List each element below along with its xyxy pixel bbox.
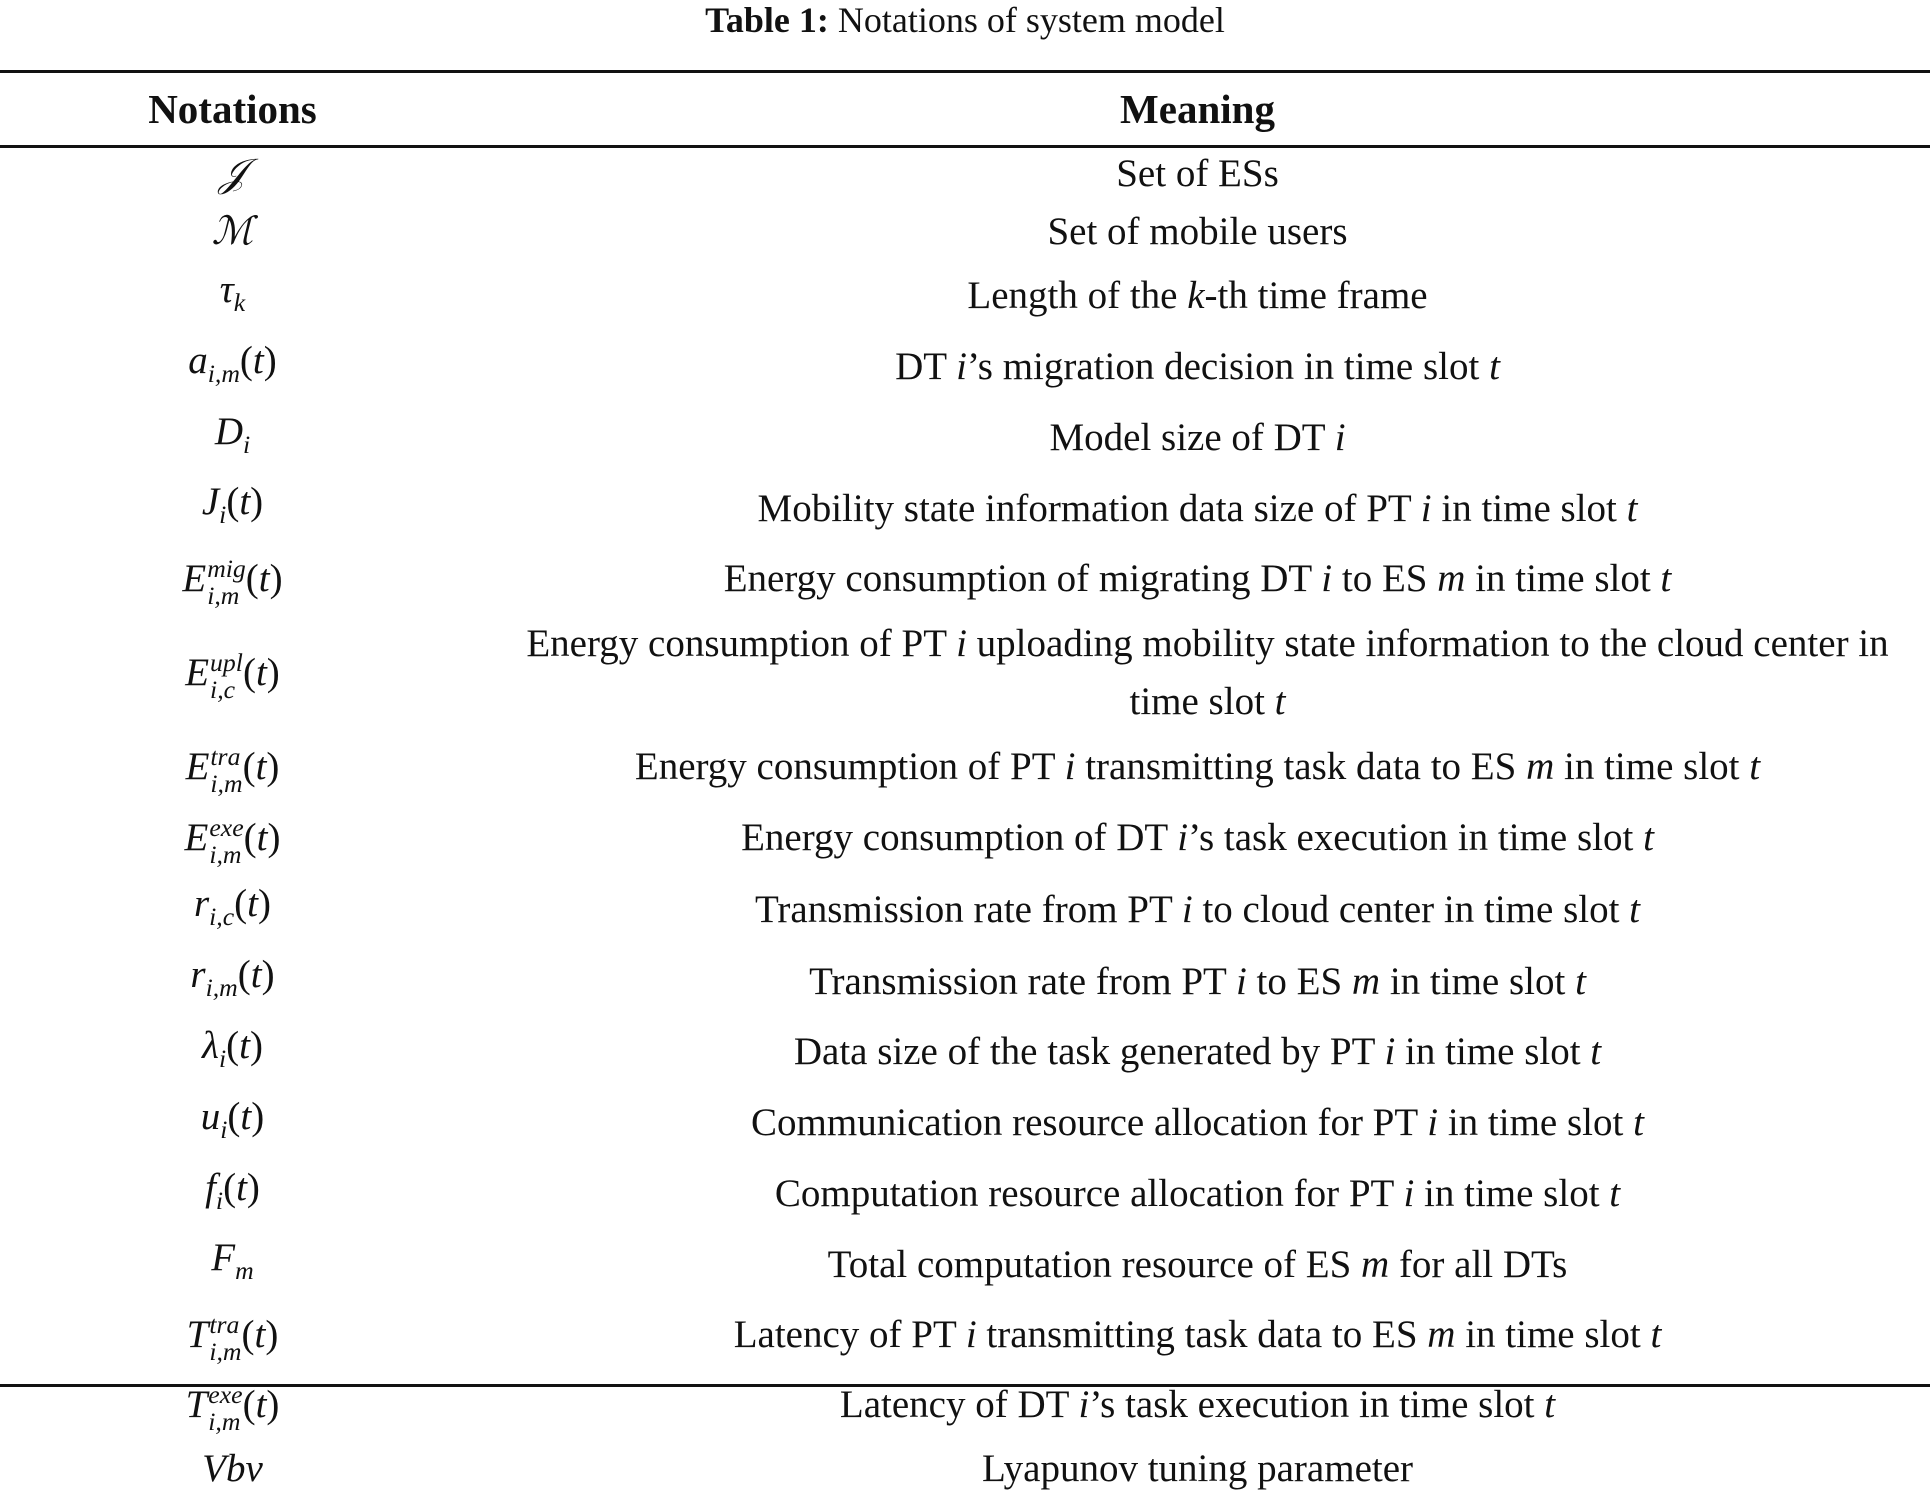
meaning-cell: Energy consumption of PT i transmitting task data to ES m in time slot t <box>634 745 1761 789</box>
meaning-cell: Communication resource allocation for PT i in time slot t <box>751 1101 1644 1145</box>
notation-cell: $F_m$ <box>211 1236 254 1286</box>
meaning-cell: DT i’s migration decision in time slot t <box>895 345 1500 389</box>
table-row <box>0 802 1930 874</box>
meaning-cell: Total computation resource of ES m for all DTs <box>827 1242 1568 1286</box>
meaning-cell: Mobility state information data size of PT i in time slot t <box>757 486 1638 530</box>
table-row <box>0 261 1930 332</box>
notation-cell: $D_i$ <box>214 409 251 459</box>
table-row <box>0 614 1930 732</box>
notation-cell: Vbv <box>202 1447 263 1491</box>
meaning-cell: Transmission rate from PT i to cloud center in time slot t <box>754 888 1641 932</box>
header-notations: Notations <box>148 86 317 132</box>
meaning-cell: Energy consumption of PT i uploading mobility state information to the cloud center in time slot t <box>526 622 1889 724</box>
notation-cell: T tra i,m (t) <box>186 1309 279 1366</box>
meaning-cell: Latency of DT i’s task execution in time slot t <box>839 1383 1556 1427</box>
meaning-cell: Latency of PT i transmitting task data to ES m in time slot t <box>733 1313 1662 1357</box>
table-row <box>0 544 1930 614</box>
table-row <box>0 946 1930 1017</box>
meaning-cell: Set of mobile users <box>1047 210 1348 253</box>
meaning-cell: Computation resource allocation for PT i in time slot t <box>774 1171 1621 1215</box>
meaning-cell: Energy consumption of DT i’s task execution in time slot t <box>741 816 1654 860</box>
table-row <box>0 1159 1930 1230</box>
notation-cell: 𝒥 <box>219 152 246 195</box>
meaning-cell: Transmission rate from PT i to ES m in time slot t <box>809 959 1586 1003</box>
table-row <box>0 1370 1930 1440</box>
notation-cell: E exe i,m (t) <box>184 812 281 869</box>
table-row <box>0 403 1930 474</box>
table-row <box>0 473 1930 544</box>
meaning-cell: Energy consumption of migrating DT i to ES m in time slot t <box>723 557 1672 601</box>
notation-cell: $u_i(t)$ <box>200 1094 265 1144</box>
table-row <box>0 1229 1930 1300</box>
meaning-cell: Set of ESs <box>1116 152 1279 195</box>
table-row <box>0 732 1930 802</box>
notation-cell: E mig i,m (t) <box>182 553 283 610</box>
notation-cell: $f_i(t)$ <box>205 1165 260 1215</box>
notation-cell: $\lambda_i(t)$ <box>202 1023 263 1073</box>
table-caption <box>0 0 1930 44</box>
table-row <box>0 332 1930 403</box>
notation-cell: $r_{i,c}(t)$ <box>193 881 272 931</box>
caption-text: Notations of system model <box>837 0 1225 40</box>
table-row <box>0 145 1930 203</box>
table-row <box>0 1088 1930 1159</box>
meaning-cell: Lyapunov tuning parameter <box>981 1447 1414 1491</box>
table-row <box>0 874 1930 946</box>
table-row <box>0 1300 1930 1370</box>
header-meaning: Meaning <box>1120 86 1275 132</box>
notation-cell: $r_{i,m}(t)$ <box>190 953 275 1002</box>
table-row <box>0 1017 1930 1088</box>
meaning-cell: Model size of DT i <box>1049 415 1346 459</box>
meaning-cell: Data size of the task generated by PT i in time slot t <box>793 1030 1602 1074</box>
table-row <box>0 1440 1930 1498</box>
caption-label: Table 1: <box>705 0 829 40</box>
meaning-cell: Length of the k-th time frame <box>967 274 1428 318</box>
notation-cell: $\tau_k$ <box>219 268 246 317</box>
table-row <box>0 203 1930 261</box>
notation-cell: T exe i,m (t) <box>185 1379 280 1436</box>
header-row <box>0 73 1930 145</box>
notation-cell: $a_{i,m}(t)$ <box>188 338 277 388</box>
notation-cell: ℳ <box>211 210 254 253</box>
notations-table <box>0 73 1930 1498</box>
notation-cell: E upl i,c (t) <box>185 647 280 704</box>
notation-cell: $J_i(t)$ <box>201 480 264 530</box>
notation-cell: E tra i,m (t) <box>185 741 280 798</box>
